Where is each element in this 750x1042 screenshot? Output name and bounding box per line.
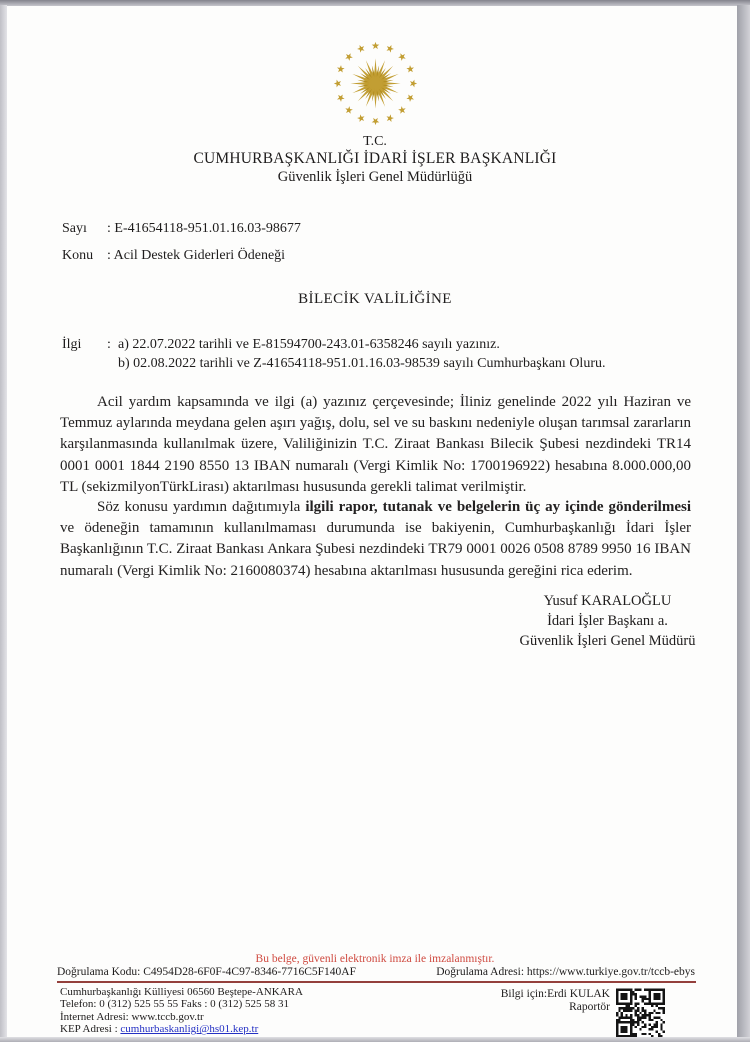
body-paragraph-1: Acil yardım kapsamında ve ilgi (a) yazınız çerçevesinde; İliniz genelinde 2022 yılı Haziran ve Temmuz aylarında meydana gelen aşırı yağış, dolu, sel ve su baskını nedeniyle oluşan tarımsal zararların karşılanmasında kullanılmak üzere, Valiliğinizin T.C. Ziraat Bankası Bilecik Şubesi nezdindeki TR14 0001 0001 1844 2190 8550 13 IBAN numaralı (Vergi Kimlik No: 1700196922) hesabına 8.000.000,00 TL (sekizmilyonTürkLirası) aktarılması hususunda gerekli talimat verilmiştir. [60,394,691,495]
konu-row [62,248,301,264]
header-tc: T.C. [363,134,387,149]
body-paragraph-2 [60,497,691,582]
verification-row [57,966,695,978]
recipient-title: BİLECİK VALİLİĞİNE [298,291,452,307]
signer-title1: İdari İşler Başkanı a. [547,613,668,629]
scan-edge-right [737,5,750,1042]
p2-post: ve ödeneğin tamamının kullanılmaması durumunda ise bakiyenin, Cumhurbaşkanlığı İdari İşler Başkanlığının T.C. Ziraat Bankası Ankara Şubesi nezdindeki TR79 0001 0026 0508 8789 9950 16 IBAN numaralı (Vergi Kimlik No: 2160080374) hesabına aktarılması hususunda gereğini rica ederim. [60,520,691,579]
ilgi-item-b: b) 02.08.2022 tarihli ve Z-41654118-951.01.16.03-98539 sayılı Cumhurbaşkanı Oluru. [118,356,606,371]
verification-code: Doğrulama Kodu: C4954D28-6F0F-4C97-8346-7716C5F140AF [57,966,357,978]
presidential-seal-icon [329,37,422,130]
kep-link[interactable]: cumhurbaskanligi@hs01.kep.tr [120,1023,259,1036]
kep-label: KEP Adresi : [60,1023,121,1036]
ilgi-item-a: a) 22.07.2022 tarihli ve E-81594700-243.01-6358246 sayılı yazınız. [118,337,500,352]
header-org: CUMHURBAŞKANLIĞI İDARİ İŞLER BAŞKANLIĞI [193,150,557,167]
ilgi-items [118,337,605,375]
sayi-value: : E-41654118-951.01.16.03-98677 [107,221,301,236]
contact-web: İnternet Adresi: www.tccb.gov.tr [60,1010,204,1023]
header-dept: Güvenlik İşleri Genel Müdürlüğü [277,169,473,185]
contact-kep [60,1023,303,1035]
signer-name: Yusuf KARALOĞLU [543,593,672,609]
contact-address: Cumhurbaşkanlığı Külliyesi 06560 Beştepe-ANKARA [60,986,303,998]
footer-divider [57,981,696,983]
contact-phone: Telefon: 0 (312) 525 55 55 Faks : 0 (312) 525 58 31 [60,998,289,1011]
scan-edge-top [0,0,750,6]
signer-title2: Güvenlik İşleri Genel Müdürü [519,633,696,649]
info-person: Bilgi için:Erdi KULAK [500,988,610,1000]
signature-block [475,591,740,651]
contact-block [60,986,303,1036]
verification-address: Doğrulama Adresi: https://www.turkiye.gov.tr/tccb-ebys [436,966,695,978]
document-meta [62,221,301,275]
ilgi-colon: : [107,337,111,352]
sayi-label: Sayı [62,221,87,236]
info-title: Raportör [569,1001,610,1013]
esignature-note: Bu belge, güvenli elektronik imza ile imzalanmıştır. [255,953,495,965]
konu-label: Konu [62,248,94,263]
info-contact-block [390,988,610,1014]
ilgi-label: İlgi [62,337,82,352]
ilgi-block [62,337,692,375]
scan-edge-left [0,5,7,1042]
konu-value: : Acil Destek Giderleri Ödeneği [107,248,286,263]
sayi-row [62,221,301,237]
scan-edge-bottom [0,1037,750,1042]
p2-bold: ilgili rapor, tutanak ve belgelerin üç ay içinde gönderilmesi [305,499,691,515]
p2-pre: Söz konusu yardımın dağıtımıyla [97,499,306,515]
qr-code [616,988,665,1038]
